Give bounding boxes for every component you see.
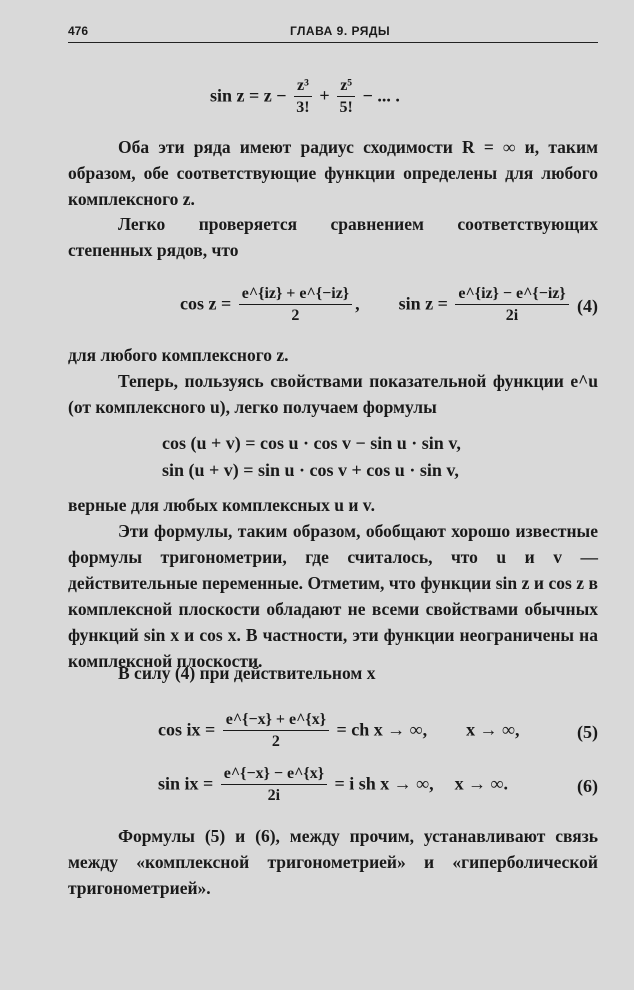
eq-rhs: = ch x → ∞,: [336, 719, 428, 740]
chapter-title: ГЛАВА 9. РЯДЫ: [290, 24, 391, 38]
numerator: z³: [294, 76, 312, 97]
numerator: e^{iz} + e^{−iz}: [239, 284, 352, 305]
numerator: e^{−x} − e^{x}: [221, 764, 327, 785]
fraction: [455, 284, 568, 327]
equation-number: (5): [577, 722, 598, 742]
paragraph-check: Легко проверяется сравнением соответствующих степенных рядов, что: [68, 214, 598, 260]
equation-line: sin (u + v) = sin u · cos v + cos u · sin v,: [162, 460, 459, 480]
paragraph-any-complex: для любого комплексного z.: [68, 345, 289, 365]
eq-lhs: sin z = z −: [210, 85, 287, 106]
eq-tail: − ... .: [362, 85, 400, 106]
equation-number: (4): [577, 296, 598, 316]
equation-5: [158, 710, 519, 753]
equation-addition: [162, 430, 461, 484]
paragraph-formulas-link: Формулы (5) и (6), между прочим, устанавливают связь между «комплексной тригонометрией» и «гиперболической тригонометрией».: [68, 826, 598, 898]
comma: ,: [355, 293, 360, 314]
equation-line: cos (u + v) = cos u · cos v − sin u · sin v,: [162, 433, 461, 453]
eq-lhs: cos z =: [180, 293, 232, 314]
paragraph-valid: верные для любых комплексных u и v.: [68, 495, 375, 515]
denominator: 5!: [339, 99, 353, 116]
denominator: 2i: [267, 787, 281, 804]
paragraph-now: Теперь, пользуясь свойствами показательной функции e^u (от комплексного u), легко получаем формулы: [68, 371, 598, 417]
eq-lhs: cos ix =: [158, 719, 216, 740]
numerator: e^{−x} + e^{x}: [223, 710, 329, 731]
page-number: 476: [68, 24, 89, 38]
eq-rhs: = i sh x → ∞,: [334, 773, 434, 794]
numerator: e^{iz} − e^{−iz}: [455, 284, 568, 305]
plus-sign: +: [319, 85, 330, 106]
fraction: [294, 76, 312, 119]
eq-condition: x → ∞,: [466, 719, 520, 740]
equation-4: [180, 284, 572, 327]
equation-6: [158, 764, 508, 807]
denominator: 2: [271, 733, 280, 750]
fraction: [221, 764, 327, 807]
running-header: [68, 22, 598, 43]
fraction: [239, 284, 352, 327]
eq-condition: x → ∞.: [454, 773, 508, 794]
denominator: 3!: [296, 99, 310, 116]
paragraph-generalize: Эти формулы, таким образом, обобщают хорошо известные формулы тригонометрии, где считалось, что u и v — действительные переменные. Отметим, что функции sin z и cos z в комплексной плоскости обладают не всеми свойствами обычных функций sin x и cos x. В частности, эти функции неограничены на комплексной плоскости.: [68, 521, 598, 671]
numerator: z⁵: [337, 76, 355, 97]
fraction: [223, 710, 329, 753]
eq-lhs: sin ix =: [158, 773, 214, 794]
denominator: 2i: [505, 307, 519, 324]
fraction: [337, 76, 355, 119]
equation-sin-series: [210, 76, 400, 119]
paragraph-radius: Оба эти ряда имеют радиус сходимости R = ∞ и, таким образом, обе соответствующие функции определены для любого комплексного z.: [68, 137, 598, 209]
denominator: 2: [291, 307, 300, 324]
paragraph-by-4: В силу (4) при действительном x: [118, 663, 376, 683]
eq-lhs: sin z =: [398, 293, 448, 314]
equation-number: (6): [577, 776, 598, 796]
